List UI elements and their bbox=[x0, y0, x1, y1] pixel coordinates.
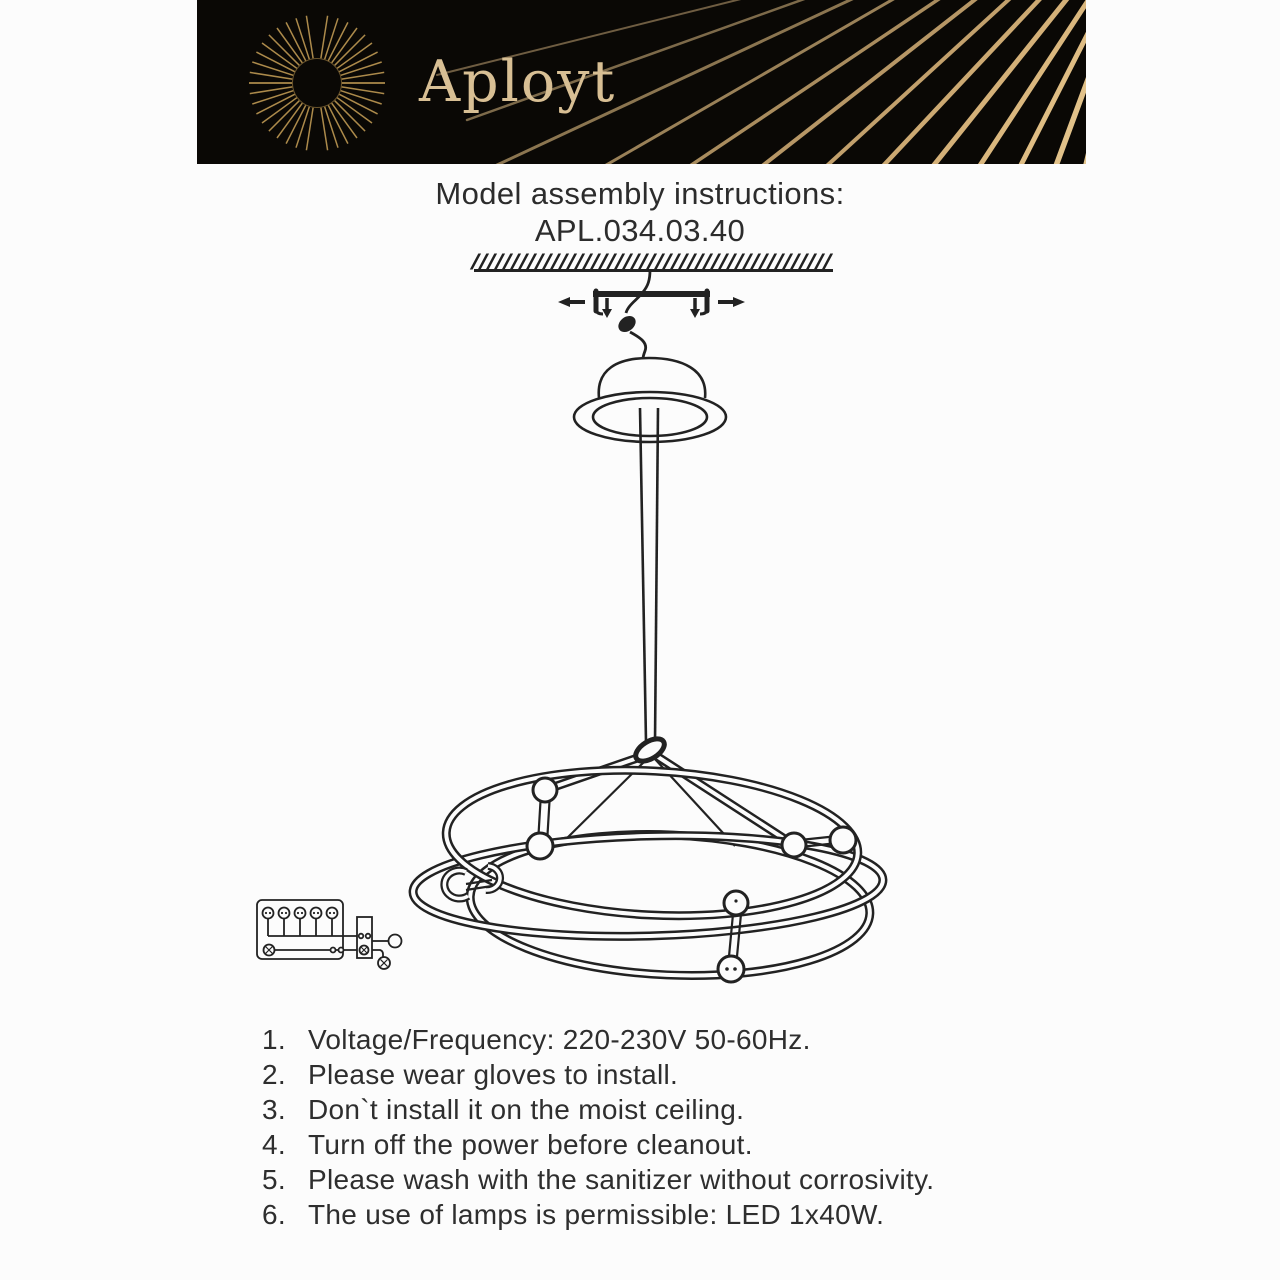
list-item bbox=[254, 1199, 934, 1234]
model-number: APL.034.03.40 bbox=[534, 213, 746, 248]
item-text: Voltage/Frequency: 220-230V 50-60Hz. bbox=[308, 1024, 811, 1055]
item-text: Turn off the power before cleanout. bbox=[308, 1129, 753, 1160]
cord-connector bbox=[615, 313, 639, 336]
item-number: 3. bbox=[262, 1094, 286, 1125]
wiring-diagram bbox=[257, 900, 402, 969]
suspension-rod bbox=[640, 408, 658, 742]
item-number: 4. bbox=[262, 1129, 286, 1160]
screw-terminal-icon bbox=[263, 908, 338, 919]
item-number: 6. bbox=[262, 1199, 286, 1230]
item-text: Please wash with the sanitizer without corrosivity. bbox=[308, 1164, 935, 1195]
banner-art bbox=[197, 0, 1086, 164]
item-text: The use of lamps is permissible: LED 1x40W. bbox=[308, 1199, 885, 1230]
item-number: 1. bbox=[262, 1024, 286, 1055]
brand-logo-text: Aployt bbox=[419, 49, 617, 115]
item-number: 2. bbox=[262, 1059, 286, 1090]
brand-banner bbox=[197, 0, 1086, 164]
item-text: Don`t install it on the moist ceiling. bbox=[308, 1094, 745, 1125]
ring-frame bbox=[412, 734, 884, 983]
assembly-diagram bbox=[0, 250, 1280, 1010]
instruction-list bbox=[254, 1024, 934, 1234]
list-item bbox=[254, 1164, 934, 1199]
screw-down-arrow-icon bbox=[602, 298, 700, 318]
list-item bbox=[254, 1059, 934, 1094]
slide-out-arrow-icon bbox=[558, 297, 745, 307]
ball-joints bbox=[527, 778, 856, 982]
ring-struts bbox=[466, 793, 838, 967]
starburst-logo-icon bbox=[249, 16, 385, 150]
list-item bbox=[254, 1129, 934, 1164]
mounting-bracket bbox=[558, 291, 745, 318]
item-text: Please wear gloves to install. bbox=[308, 1059, 679, 1090]
lamp-symbol bbox=[389, 935, 402, 948]
power-cord bbox=[615, 270, 650, 359]
list-item bbox=[254, 1094, 934, 1129]
ring-middle bbox=[412, 830, 884, 942]
canopy bbox=[574, 358, 726, 442]
list-item bbox=[254, 1024, 934, 1059]
item-number: 5. bbox=[262, 1164, 286, 1195]
ceiling-hatch bbox=[474, 262, 833, 271]
page-title: Model assembly instructions: bbox=[435, 176, 845, 211]
